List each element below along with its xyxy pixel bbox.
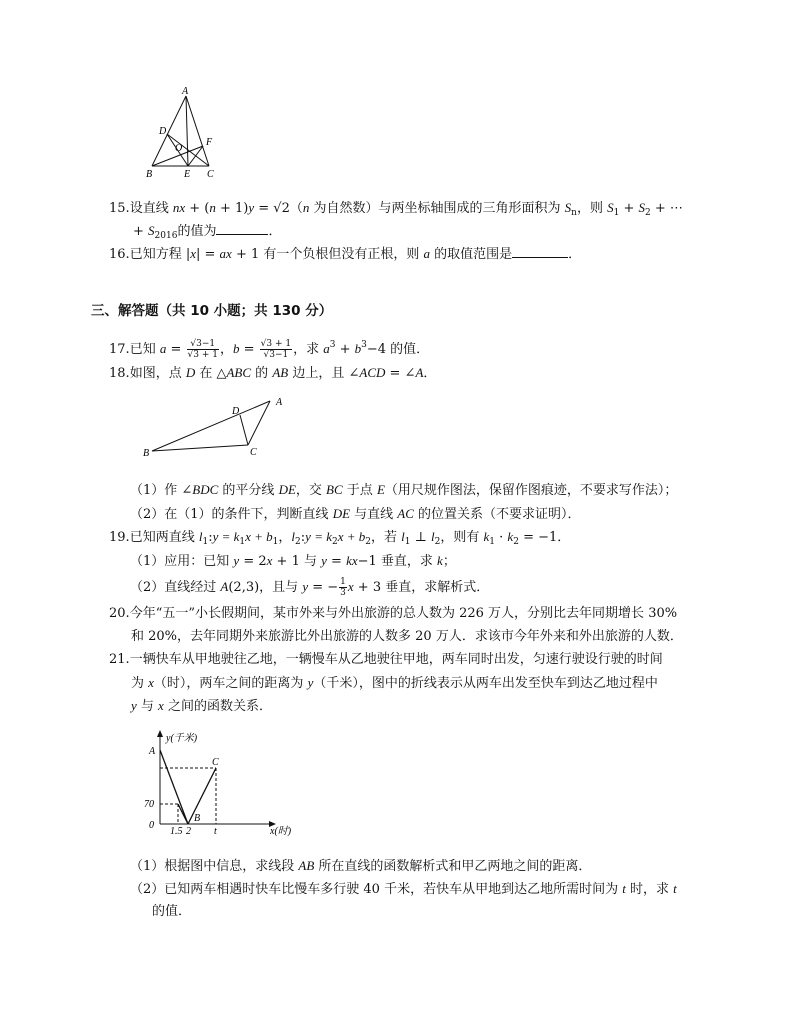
side-AC <box>186 96 209 166</box>
answer-blank[interactable] <box>216 222 268 235</box>
question-18-part1: （1）作 ∠BDC 的平分线 DE，交 BC 于点 E（用尺规作图法，保留作图痕迹，不要求写作法）； <box>130 482 678 498</box>
label-O: O <box>175 143 183 154</box>
y-axis-arrow-icon <box>157 730 163 737</box>
question-21-part2: （2）已知两车相遇时快车比慢车多行驶 40 千米，若快车从甲地到达乙地所需时间为 t 时，求 t <box>130 881 677 897</box>
segment-to-B <box>178 804 188 824</box>
label-C: C <box>212 757 219 768</box>
fraction-b: $\frac{√3 + 1}{√3-1}$ <box>260 339 292 360</box>
side-BA <box>152 401 270 451</box>
segment-BC <box>188 768 216 824</box>
question-21-line2: 为 x（时），两车之间的距离为 y（千米），图中的折线表示从两车出发至快车到达乙地过程中 <box>131 675 658 691</box>
tick-70: 70 <box>144 799 154 810</box>
fraction-one-third: $\frac{1}{3}$ <box>340 577 346 598</box>
question-18: 18.如图，点 D 在 △ABC 的 AB 边上，且 ∠ACD = ∠A． <box>109 365 437 381</box>
distance-time-graph <box>140 728 310 840</box>
label-F: F <box>206 137 213 148</box>
fraction-a: $\frac{√3-1}{√3 + 1}$ <box>187 339 218 360</box>
side-BC <box>152 445 248 451</box>
x-axis-label: x(时) <box>270 826 292 837</box>
tick-origin: 0 <box>149 820 154 831</box>
question-21: 21.一辆快车从甲地驶往乙地，一辆慢车从乙地驶往甲地，两车同时出发，匀速行驶设行驶的时间 <box>109 652 663 667</box>
segment-AB <box>160 750 188 824</box>
label-A: A <box>182 86 189 97</box>
answer-blank[interactable] <box>512 245 568 258</box>
question-17: 17.已知 a = $\frac{√3-1}{√3 + 1}$ ，b = $\frac{√3 + 1}{√3-1}$ ，求 $a^3 + b^3-4$ 的值． <box>109 339 430 360</box>
triangle-figure <box>140 84 230 184</box>
label-A: A <box>149 746 156 757</box>
tick-1-5: 1.5 <box>170 826 183 837</box>
question-21-part1: （1）根据图中信息，求线段 AB 所在直线的函数解析式和甲乙两地之间的距离． <box>130 858 592 874</box>
question-15: 15.设直线 nx + (n + 1)y = √2（n 为自然数）与两坐标轴围成的三角形面积为 $S_n$，则 $S_1 + S_2$ + ⋯ <box>109 200 683 218</box>
side-CA <box>248 401 270 445</box>
question-19-part2: （2）直线经过 A(2,3)，且与 y = − $\frac{1}{3}$ x + 3 垂直，求解析式． <box>130 577 490 598</box>
label-C: C <box>250 447 257 458</box>
triangle-abc-figure <box>140 393 300 463</box>
question-18-part2: （2）在（1）的条件下，判断直线 DE 与直线 AC 的位置关系（不要求证明）． <box>130 506 581 522</box>
question-15-line2: + $S_{2016}$的值为 ． <box>133 223 282 241</box>
tick-2: 2 <box>186 826 191 837</box>
label-B: B <box>146 169 153 180</box>
question-19: 19.已知两直线 $l_1:y = k_1x + b_1$，$l_2:y = k_2x + b_2$，若 $l_1$ ⊥ $l_2$，则有 $k_1 \cdot k_2 = -1$． <box>109 529 571 547</box>
segment-DC <box>240 415 248 445</box>
label-C: C <box>207 169 214 180</box>
tick-t: t <box>214 826 217 837</box>
label-B: B <box>194 813 201 824</box>
segment-AE <box>186 96 188 166</box>
question-20-line2: 和 20%，去年同期外来旅游比外出旅游的人数多 20 万人．求该市今年外来和外出旅游的人数． <box>131 629 683 644</box>
label-E: E <box>184 169 191 180</box>
question-20: 20.今年“五一”小长假期间，某市外来与外出旅游的总人数为 226 万人，分别比去年同期增长 30% <box>109 606 678 621</box>
question-16: 16.已知方程 |x| = ax + 1 有一个负根但没有正根，则 a 的取值范围是 ． <box>109 246 582 262</box>
label-D: D <box>232 406 240 417</box>
section-heading: 三、解答题（共 10 小题；共 130 分） <box>91 303 333 319</box>
label-A: A <box>276 397 283 408</box>
question-21-part2-line2: 的值． <box>152 904 192 919</box>
label-D: D <box>159 126 167 137</box>
question-21-line3: y 与 x 之间的函数关系． <box>131 698 272 714</box>
question-19-part1: （1）应用：已知 y = 2x + 1 与 y = kx−1 垂直，求 k； <box>130 553 456 569</box>
label-B: B <box>143 448 150 459</box>
y-axis-label: y(千米) <box>166 733 198 744</box>
